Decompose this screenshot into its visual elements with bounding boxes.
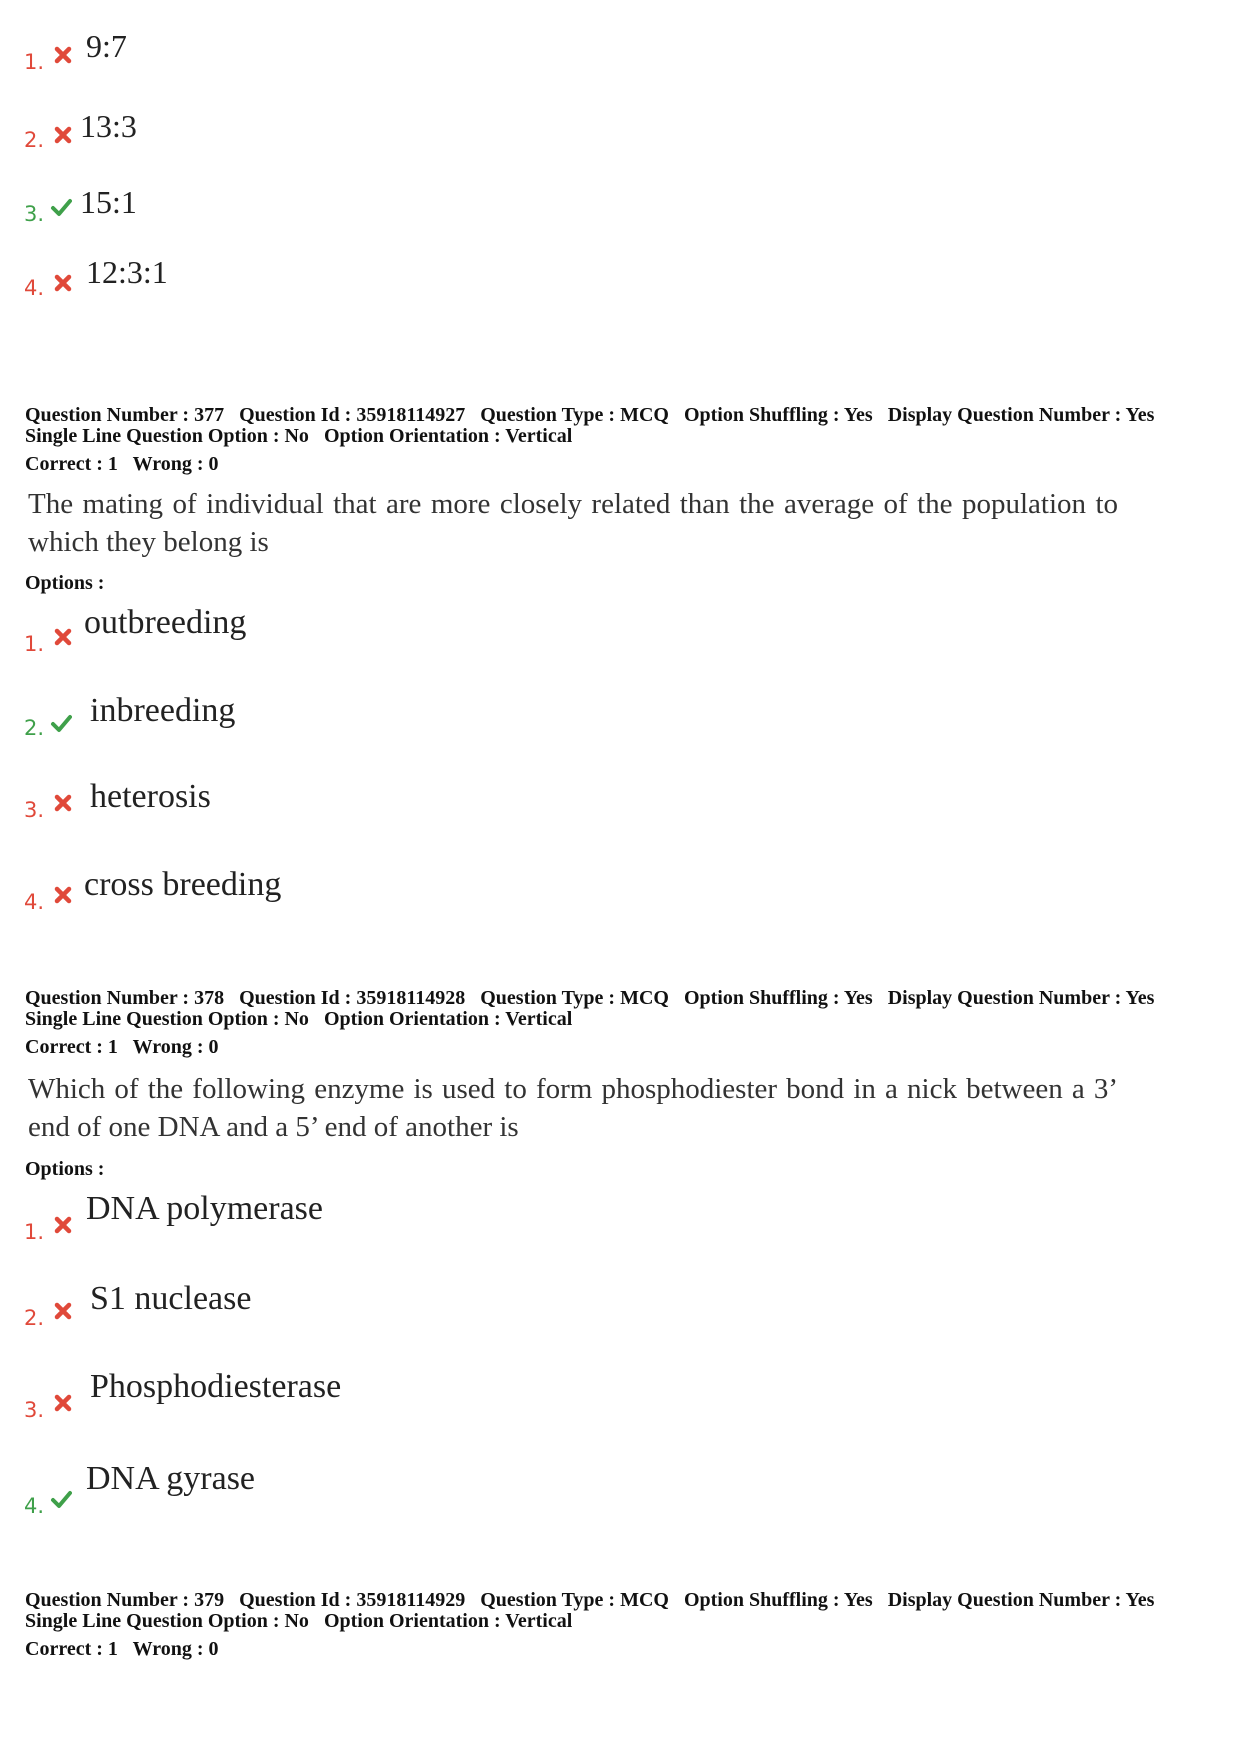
option-shuffling: Option Shuffling : Yes (683, 987, 873, 1009)
single-line-option: Single Line Question Option : No (25, 1610, 309, 1632)
cross-icon (52, 124, 74, 146)
options-label: Options : (25, 572, 105, 594)
wrong-marks: Wrong : 0 (132, 1638, 219, 1660)
correct-marks: Correct : 1 (25, 1638, 118, 1660)
option-text: 15:1 (80, 184, 137, 220)
option-number: 3. (24, 1398, 45, 1422)
cross-icon (52, 44, 74, 66)
option-number: 2. (24, 1306, 45, 1330)
question-number: Question Number : 378 (25, 987, 225, 1009)
cross-icon (52, 626, 74, 648)
option-text: outbreeding (84, 604, 247, 641)
marks-line (25, 1037, 229, 1057)
question-meta-line-1 (25, 405, 1164, 425)
check-icon (50, 1488, 72, 1510)
option-number: 1. (24, 1220, 45, 1244)
question-number: Question Number : 379 (25, 1589, 225, 1611)
option-orientation: Option Orientation : Vertical (323, 1008, 573, 1030)
question-type: Question Type : MCQ (480, 1589, 669, 1611)
option-text: DNA gyrase (86, 1460, 256, 1497)
option-text: 9:7 (86, 28, 127, 64)
question-meta-line-1 (25, 1590, 1164, 1610)
option-number: 2. (24, 716, 45, 740)
single-line-option: Single Line Question Option : No (25, 1008, 309, 1030)
options-label: Options : (25, 1158, 105, 1180)
option-number: 4. (24, 890, 45, 914)
question-type: Question Type : MCQ (480, 987, 669, 1009)
cross-icon (52, 884, 74, 906)
question-meta-line-1 (25, 988, 1164, 1008)
option-number: 3. (24, 798, 45, 822)
option-text: inbreeding (90, 692, 236, 729)
option-number: 4. (24, 276, 45, 300)
question-meta-line-2 (25, 1611, 582, 1631)
question-id: Question Id : 35918114927 (239, 404, 466, 426)
option-text: DNA polymerase (86, 1190, 324, 1227)
check-icon (50, 196, 72, 218)
option-shuffling: Option Shuffling : Yes (683, 1589, 873, 1611)
question-meta-line-2 (25, 1009, 582, 1029)
option-text: Phosphodiesterase (90, 1368, 342, 1405)
option-number: 4. (24, 1494, 45, 1518)
cross-icon (52, 1214, 74, 1236)
wrong-marks: Wrong : 0 (132, 453, 219, 475)
question-id: Question Id : 35918114929 (239, 1589, 466, 1611)
cross-icon (52, 792, 74, 814)
question-text: The mating of individual that are more closely related than the average of the population to which they belong is (28, 488, 1118, 558)
cross-icon (52, 1300, 74, 1322)
option-text: 13:3 (80, 108, 137, 144)
marks-line (25, 1639, 229, 1659)
display-question-number: Display Question Number : Yes (887, 404, 1155, 426)
marks-line (25, 454, 229, 474)
question-type: Question Type : MCQ (480, 404, 669, 426)
option-number: 2. (24, 128, 45, 152)
question-id: Question Id : 35918114928 (239, 987, 466, 1009)
correct-marks: Correct : 1 (25, 453, 118, 475)
option-number: 1. (24, 632, 45, 656)
option-text: heterosis (90, 778, 211, 815)
correct-marks: Correct : 1 (25, 1036, 118, 1058)
display-question-number: Display Question Number : Yes (887, 1589, 1155, 1611)
option-shuffling: Option Shuffling : Yes (683, 404, 873, 426)
option-text: S1 nuclease (90, 1280, 252, 1317)
single-line-option: Single Line Question Option : No (25, 425, 309, 447)
question-number: Question Number : 377 (25, 404, 225, 426)
wrong-marks: Wrong : 0 (132, 1036, 219, 1058)
option-text: cross breeding (84, 866, 282, 903)
option-number: 1. (24, 50, 45, 74)
question-meta-line-2 (25, 426, 582, 446)
check-icon (50, 712, 72, 734)
cross-icon (52, 1392, 74, 1414)
display-question-number: Display Question Number : Yes (887, 987, 1155, 1009)
option-orientation: Option Orientation : Vertical (323, 1610, 573, 1632)
question-text: Which of the following enzyme is used to form phosphodiester bond in a nick between a 3’ end of one DNA and a 5’ end of another is (28, 1073, 1118, 1143)
option-number: 3. (24, 202, 45, 226)
option-text: 12:3:1 (86, 254, 168, 290)
cross-icon (52, 272, 74, 294)
option-orientation: Option Orientation : Vertical (323, 425, 573, 447)
